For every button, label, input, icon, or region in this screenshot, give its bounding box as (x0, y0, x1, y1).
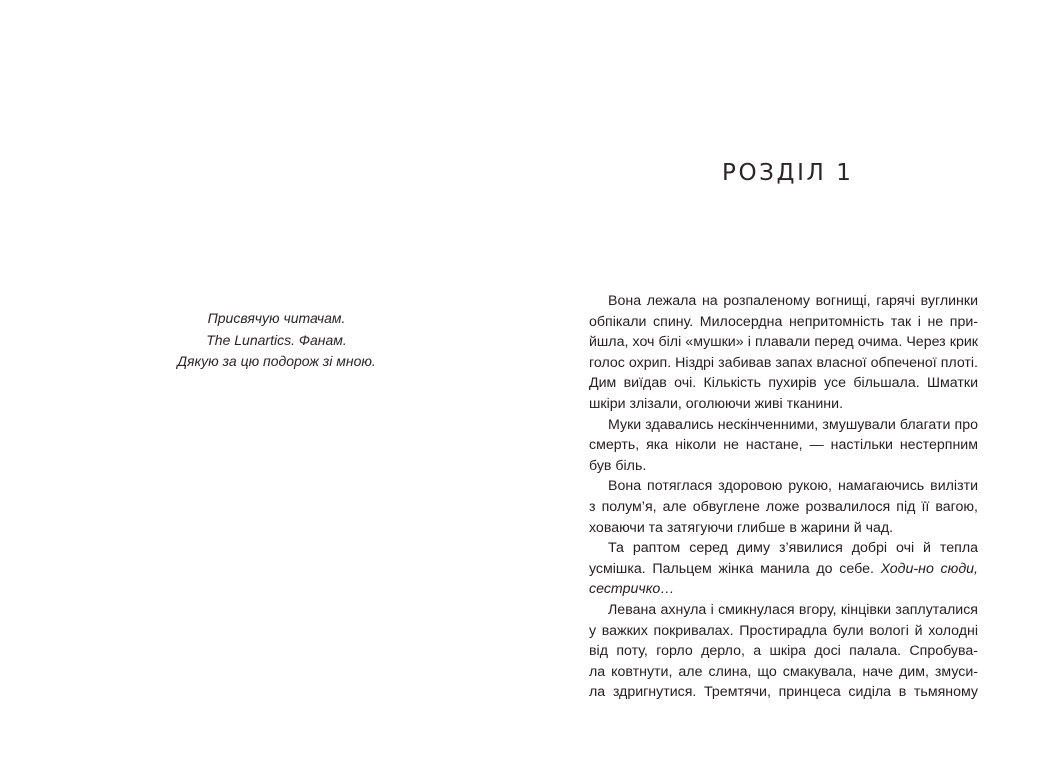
text-line: від поту, горло дерло, а шкіра досі палала. Спробува- (589, 643, 978, 660)
text-line: йшла, хоч білі «мушки» і плавали перед очима. Через крик (589, 334, 978, 351)
text-line-part: усмішка. Пальцем жінка манила до себе. (589, 560, 874, 577)
chapter-title: РОЗДІЛ 1 (722, 160, 854, 186)
text-line: ла здригнутися. Тремтячи, принцеса сиділа в тьмяному (589, 684, 978, 701)
text-line: був біль. (589, 457, 647, 474)
dedication-line: Дякую за цю подорож зі мною. (177, 353, 376, 369)
text-line: сестричко… (589, 581, 675, 598)
text-line: у важких покривалах. Простирадла були вологі й холодні (589, 622, 978, 639)
text-line (589, 559, 978, 580)
text-line: обпікали спину. Милосердна непритомність так і не при- (589, 313, 978, 330)
text-line: шкіри злізали, оголюючи живі тканини. (589, 395, 844, 412)
dedication-line: Присвячую читачам. (207, 310, 346, 326)
text-line: Левана ахнула і смикнулася вгору, кінцівки заплуталися (608, 601, 978, 618)
text-line: голос охрип. Ніздрі забивав запах власної обпеченої плоті. (589, 354, 978, 371)
chapter-body-text (589, 291, 978, 703)
text-line: ла ковтнути, але слина, що смакувала, наче дим, змуси- (589, 663, 978, 680)
text-line: ховаючи та затягуючи глибше в жарини й чад. (589, 519, 894, 536)
text-line: Та раптом серед диму з’явилися добрі очі й тепла (608, 540, 978, 557)
text-line: Муки здавались нескінченними, змушували благати про (608, 416, 978, 433)
italic-phrase: Ходи-но сюди, (880, 560, 978, 577)
text-line: Дим виїдав очі. Кількість пухирів усе більшала. Шматки (589, 375, 978, 392)
text-line: Вона потяглася здоровою рукою, намагаючись вилізти (608, 478, 978, 495)
text-line: смерть, яка ніколи не настане, — настільки нестерпним (589, 437, 978, 454)
dedication (0, 308, 553, 373)
text-line: Вона лежала на розпаленому вогнищі, гарячі вуглинки (608, 293, 978, 309)
dedication-line: The Lunartics. Фанам. (206, 331, 347, 348)
text-line: з полум’я, але обвуглене ложе розвалилося під її вагою, (589, 498, 978, 515)
